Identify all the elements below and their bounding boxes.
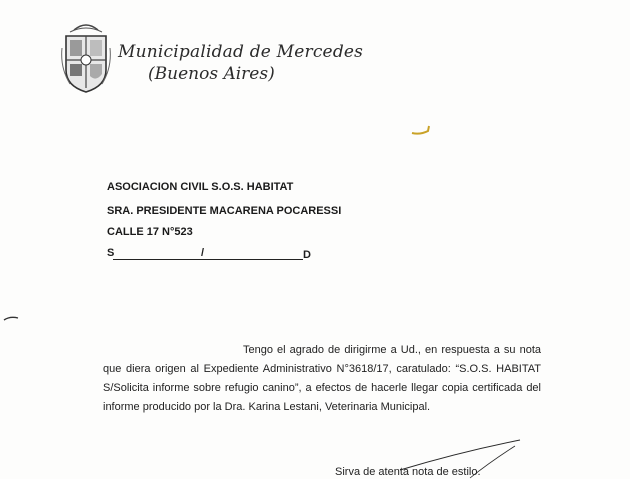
salutation-rule: [113, 259, 303, 260]
salutation-line: [107, 247, 312, 263]
coat-of-arms-emblem: [60, 18, 112, 94]
salutation-end: D: [303, 249, 311, 261]
yellow-pen-mark: [412, 126, 429, 134]
salutation-start: S: [107, 247, 115, 259]
municipality-name: Municipalidad de Mercedes: [118, 42, 364, 62]
edge-mark: [4, 317, 18, 320]
recipient-addressee: SRA. PRESIDENTE MACARENA POCARESSI: [107, 205, 342, 217]
letterhead: [118, 42, 363, 84]
salutation-separator: /: [201, 247, 205, 259]
recipient-organization: ASOCIACION CIVIL S.O.S. HABITAT: [107, 181, 294, 193]
body-paragraph: Tengo el agrado de dirigirme a Ud., en respuesta a su nota que diera origen al Expediente Administrativo N°3618/17, caratulado: “S.O.S. HABITAT S/Solicita informe sobre refugio canino”, a efectos de hacerle llegar copia certificada del informe producido por la Dra. Karina Lestani, Veterinaria Municipal.: [103, 344, 541, 413]
province-name: (Buenos Aires): [148, 64, 275, 84]
recipient-address: CALLE 17 N°523: [107, 226, 193, 238]
letter-body: [103, 341, 541, 417]
closing-line: Sirva de atenta nota de estilo.: [335, 466, 481, 478]
